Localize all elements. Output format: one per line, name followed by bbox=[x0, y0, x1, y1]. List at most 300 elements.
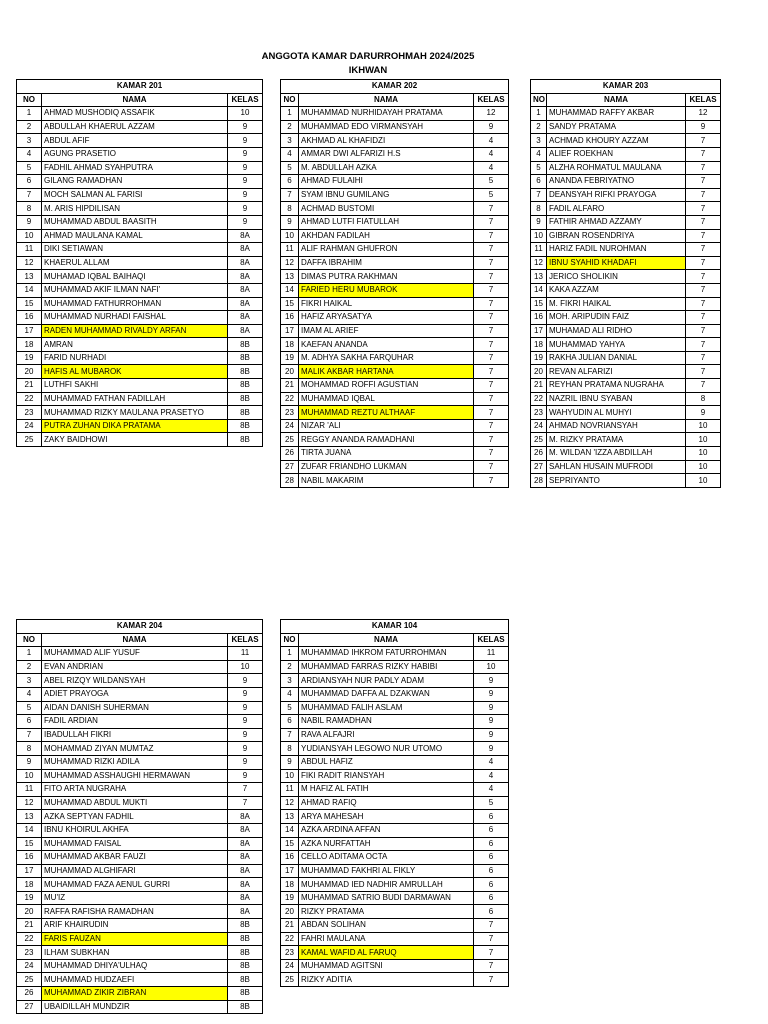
page-title: ANGGOTA KAMAR DARURROHMAH 2024/2025 bbox=[261, 51, 475, 62]
table-row bbox=[531, 379, 721, 393]
member-class: 7 bbox=[474, 202, 509, 216]
table-row bbox=[17, 769, 263, 783]
member-name: ARYA MAHESAH bbox=[299, 810, 474, 824]
table-row bbox=[17, 297, 263, 311]
row-number: 16 bbox=[281, 311, 299, 325]
row-number: 9 bbox=[17, 215, 42, 229]
table-row bbox=[17, 202, 263, 216]
member-name: AHMAD FULAIHI bbox=[299, 175, 474, 189]
member-class: 9 bbox=[228, 742, 263, 756]
row-number: 13 bbox=[17, 270, 42, 284]
member-class: 9 bbox=[474, 687, 509, 701]
member-name: MOHAMMAD ZIYAN MUMTAZ bbox=[42, 742, 228, 756]
member-class: 8A bbox=[228, 837, 263, 851]
row-number: 21 bbox=[17, 379, 42, 393]
table-row bbox=[531, 120, 721, 134]
member-name: ZAKY BAIDHOWI bbox=[42, 433, 228, 447]
row-number: 27 bbox=[17, 1000, 42, 1014]
member-class: 8B bbox=[228, 932, 263, 946]
table-row bbox=[531, 419, 721, 433]
member-class: 9 bbox=[228, 687, 263, 701]
table-row bbox=[281, 297, 509, 311]
table-row bbox=[281, 905, 509, 919]
member-name: M HAFIZ AL FATIH bbox=[299, 783, 474, 797]
row-number: 18 bbox=[281, 338, 299, 352]
member-class: 7 bbox=[474, 946, 509, 960]
member-class: 7 bbox=[474, 932, 509, 946]
table-row bbox=[281, 973, 509, 987]
member-name: MUHAMMAD AGITSNI bbox=[299, 959, 474, 973]
member-class: 6 bbox=[474, 823, 509, 837]
table-row bbox=[17, 147, 263, 161]
row-number: 12 bbox=[281, 796, 299, 810]
member-class: 8B bbox=[228, 365, 263, 379]
table-row bbox=[17, 188, 263, 202]
member-class: 7 bbox=[686, 351, 721, 365]
member-class: 8B bbox=[228, 406, 263, 420]
member-class: 7 bbox=[474, 351, 509, 365]
table-row bbox=[281, 864, 509, 878]
member-class: 7 bbox=[474, 283, 509, 297]
row-number: 26 bbox=[17, 987, 42, 1001]
member-name: MUHAMMAD FAISAL bbox=[42, 837, 228, 851]
table-row bbox=[17, 324, 263, 338]
row-number: 7 bbox=[531, 188, 547, 202]
member-class: 7 bbox=[474, 474, 509, 488]
member-name: ABDULLAH KHAERUL AZZAM bbox=[42, 120, 228, 134]
member-name: MUHAMMAD IED NADHIR AMRULLAH bbox=[299, 878, 474, 892]
row-number: 14 bbox=[17, 283, 42, 297]
room-title: KAMAR 104 bbox=[281, 620, 509, 634]
row-number: 28 bbox=[531, 474, 547, 488]
row-number: 26 bbox=[531, 447, 547, 461]
table-row bbox=[281, 134, 509, 148]
member-class: 7 bbox=[686, 365, 721, 379]
row-number: 13 bbox=[281, 270, 299, 284]
table-row bbox=[17, 755, 263, 769]
table-row bbox=[17, 932, 263, 946]
member-class: 8A bbox=[228, 311, 263, 325]
row-number: 7 bbox=[17, 728, 42, 742]
member-class: 8A bbox=[228, 810, 263, 824]
member-name: MUHAMMAD ALGHIFARI bbox=[42, 864, 228, 878]
row-number: 1 bbox=[281, 647, 299, 661]
row-number: 9 bbox=[281, 755, 299, 769]
row-number: 20 bbox=[17, 365, 42, 379]
row-number: 25 bbox=[17, 973, 42, 987]
row-number: 9 bbox=[531, 215, 547, 229]
table-row bbox=[17, 674, 263, 688]
room-table-201 bbox=[16, 79, 263, 447]
member-name: WAHYUDIN AL MUHYI bbox=[547, 406, 686, 420]
table-row bbox=[531, 297, 721, 311]
header-row bbox=[17, 93, 263, 107]
member-name: MOH. ARIPUDIN FAIZ bbox=[547, 311, 686, 325]
member-name: M. ABDULLAH AZKA bbox=[299, 161, 474, 175]
table-row bbox=[17, 959, 263, 973]
row-number: 16 bbox=[17, 851, 42, 865]
row-number: 6 bbox=[281, 175, 299, 189]
member-name: KAEFAN ANANDA bbox=[299, 338, 474, 352]
member-class: 4 bbox=[474, 161, 509, 175]
header-no: NO bbox=[531, 93, 547, 107]
table-row bbox=[17, 338, 263, 352]
member-name: ARDIANSYAH NUR PADLY ADAM bbox=[299, 674, 474, 688]
member-class: 8B bbox=[228, 959, 263, 973]
table-row bbox=[281, 243, 509, 257]
room-title-row bbox=[281, 80, 509, 94]
table-row bbox=[17, 783, 263, 797]
member-class: 7 bbox=[686, 147, 721, 161]
member-class: 9 bbox=[228, 715, 263, 729]
row-number: 14 bbox=[531, 283, 547, 297]
header-class: KELAS bbox=[228, 633, 263, 647]
member-class: 7 bbox=[686, 161, 721, 175]
header-name: NAMA bbox=[42, 633, 228, 647]
member-class: 9 bbox=[228, 755, 263, 769]
table-row bbox=[17, 175, 263, 189]
header-row bbox=[281, 93, 509, 107]
member-class: 8B bbox=[228, 392, 263, 406]
member-name: DIKI SETIAWAN bbox=[42, 243, 228, 257]
row-number: 5 bbox=[281, 161, 299, 175]
header-name: NAMA bbox=[42, 93, 228, 107]
table-row bbox=[281, 701, 509, 715]
member-class: 7 bbox=[474, 243, 509, 257]
member-class: 10 bbox=[686, 447, 721, 461]
member-class: 8 bbox=[686, 392, 721, 406]
table-row bbox=[531, 283, 721, 297]
table-row bbox=[531, 256, 721, 270]
member-name: FAHRI MAULANA bbox=[299, 932, 474, 946]
member-name: MUHAMMAD ABDUL MUKTI bbox=[42, 796, 228, 810]
row-number: 12 bbox=[17, 796, 42, 810]
table-row bbox=[281, 837, 509, 851]
table-row bbox=[281, 120, 509, 134]
member-class: 8A bbox=[228, 229, 263, 243]
member-name: MUHAMMAD FARRAS RIZKY HABIBI bbox=[299, 660, 474, 674]
member-name: MUHAMAD IQBAL BAIHAQI bbox=[42, 270, 228, 284]
row-number: 4 bbox=[281, 687, 299, 701]
member-class: 8A bbox=[228, 283, 263, 297]
member-name: AHMAD LUTFI FIATULLAH bbox=[299, 215, 474, 229]
member-name: MUHAMMAD NURHIDAYAH PRATAMA bbox=[299, 107, 474, 121]
page-subtitle: IKHWAN bbox=[348, 65, 388, 76]
member-name: ILHAM SUBKHAN bbox=[42, 946, 228, 960]
table-row bbox=[281, 419, 509, 433]
member-class: 7 bbox=[474, 311, 509, 325]
member-class: 9 bbox=[228, 674, 263, 688]
member-name: GIBRAN ROSENDRIYA bbox=[547, 229, 686, 243]
member-class: 6 bbox=[474, 837, 509, 851]
table-row bbox=[17, 851, 263, 865]
member-name: FARID NURHADI bbox=[42, 351, 228, 365]
table-row bbox=[281, 660, 509, 674]
member-name: MOHAMMAD ROFFI AGUSTIAN bbox=[299, 379, 474, 393]
member-name: AZKA SEPTYAN FADHIL bbox=[42, 810, 228, 824]
member-class: 9 bbox=[474, 728, 509, 742]
room-table-203 bbox=[530, 79, 721, 488]
table-row bbox=[281, 823, 509, 837]
table-row bbox=[281, 810, 509, 824]
member-class: 7 bbox=[686, 229, 721, 243]
table-row bbox=[281, 447, 509, 461]
member-name: NIZAR 'ALI bbox=[299, 419, 474, 433]
table-row bbox=[281, 728, 509, 742]
table-row bbox=[281, 338, 509, 352]
row-number: 24 bbox=[17, 959, 42, 973]
room-title: KAMAR 201 bbox=[17, 80, 263, 94]
header-name: NAMA bbox=[299, 633, 474, 647]
member-class: 7 bbox=[686, 338, 721, 352]
member-class: 10 bbox=[686, 419, 721, 433]
room-title-row bbox=[281, 620, 509, 634]
row-number: 22 bbox=[17, 932, 42, 946]
member-name: MUHAMMAD HUDZAEFI bbox=[42, 973, 228, 987]
row-number: 18 bbox=[17, 878, 42, 892]
row-number: 17 bbox=[531, 324, 547, 338]
row-number: 16 bbox=[17, 311, 42, 325]
table-row bbox=[17, 891, 263, 905]
member-class: 7 bbox=[474, 215, 509, 229]
member-class: 8A bbox=[228, 864, 263, 878]
member-name: MUHAMMAD ALIF YUSUF bbox=[42, 647, 228, 661]
member-name: AKHDAN FADILAH bbox=[299, 229, 474, 243]
member-class: 9 bbox=[228, 769, 263, 783]
member-class: 9 bbox=[474, 701, 509, 715]
row-number: 20 bbox=[281, 365, 299, 379]
table-row bbox=[17, 120, 263, 134]
member-name: ABEL RIZQY WILDANSYAH bbox=[42, 674, 228, 688]
table-row bbox=[17, 647, 263, 661]
row-number: 16 bbox=[531, 311, 547, 325]
member-class: 7 bbox=[474, 419, 509, 433]
member-name: REVAN ALFARIZI bbox=[547, 365, 686, 379]
member-class: 9 bbox=[228, 161, 263, 175]
row-number: 17 bbox=[17, 324, 42, 338]
member-name: YUDIANSYAH LEGOWO NUR UTOMO bbox=[299, 742, 474, 756]
table-row bbox=[281, 674, 509, 688]
row-number: 5 bbox=[17, 701, 42, 715]
row-number: 25 bbox=[281, 973, 299, 987]
table-row bbox=[281, 311, 509, 325]
member-class: 7 bbox=[686, 188, 721, 202]
member-name: MUHAMMAD ASSHAUGHI HERMAWAN bbox=[42, 769, 228, 783]
member-name: SAHLAN HUSAIN MUFRODI bbox=[547, 460, 686, 474]
table-row bbox=[17, 406, 263, 420]
row-number: 18 bbox=[281, 878, 299, 892]
room-title-row bbox=[17, 620, 263, 634]
row-number: 24 bbox=[281, 419, 299, 433]
row-number: 22 bbox=[281, 932, 299, 946]
member-class: 9 bbox=[228, 188, 263, 202]
table-row bbox=[531, 311, 721, 325]
member-name: ABDAN SOLIHAN bbox=[299, 919, 474, 933]
table-row bbox=[17, 107, 263, 121]
row-number: 22 bbox=[531, 392, 547, 406]
table-row bbox=[17, 229, 263, 243]
member-class: 7 bbox=[474, 379, 509, 393]
member-class: 7 bbox=[474, 447, 509, 461]
member-class: 7 bbox=[686, 379, 721, 393]
member-class: 7 bbox=[474, 365, 509, 379]
row-number: 14 bbox=[281, 283, 299, 297]
member-name: MUHAMMAD EDO VIRMANSYAH bbox=[299, 120, 474, 134]
member-class: 10 bbox=[474, 660, 509, 674]
table-row bbox=[281, 783, 509, 797]
member-class: 7 bbox=[474, 433, 509, 447]
member-class: 5 bbox=[474, 175, 509, 189]
member-class: 10 bbox=[228, 107, 263, 121]
table-row bbox=[531, 243, 721, 257]
member-class: 7 bbox=[686, 202, 721, 216]
member-name: MUHAMMAD IHKROM FATURROHMAN bbox=[299, 647, 474, 661]
row-number: 6 bbox=[17, 175, 42, 189]
member-class: 8A bbox=[228, 905, 263, 919]
member-name: FITO ARTA NUGRAHA bbox=[42, 783, 228, 797]
header-no: NO bbox=[17, 93, 42, 107]
row-number: 21 bbox=[281, 919, 299, 933]
member-class: 9 bbox=[474, 742, 509, 756]
member-class: 8B bbox=[228, 973, 263, 987]
member-name: AKHMAD AL KHAFIDZI bbox=[299, 134, 474, 148]
table-row bbox=[531, 134, 721, 148]
table-row bbox=[281, 351, 509, 365]
member-name: MUHAMMAD AKBAR FAUZI bbox=[42, 851, 228, 865]
table-row bbox=[17, 243, 263, 257]
member-name: AHMAD MUSHODIQ ASSAFIK bbox=[42, 107, 228, 121]
table-row bbox=[17, 715, 263, 729]
member-name: ANANDA FEBRIYATNO bbox=[547, 175, 686, 189]
member-name: M. ADHYA SAKHA FARQUHAR bbox=[299, 351, 474, 365]
row-number: 3 bbox=[281, 134, 299, 148]
member-class: 12 bbox=[474, 107, 509, 121]
member-class: 8A bbox=[228, 324, 263, 338]
member-class: 6 bbox=[474, 864, 509, 878]
row-number: 10 bbox=[281, 229, 299, 243]
member-name: RADEN MUHAMMAD RIVALDY ARFAN bbox=[42, 324, 228, 338]
row-number: 15 bbox=[281, 297, 299, 311]
member-name: ACHMAD BUSTOMI bbox=[299, 202, 474, 216]
member-name: MUHAMMAD FAKHRI AL FIKLY bbox=[299, 864, 474, 878]
member-name: MUHAMAD ALI RIDHO bbox=[547, 324, 686, 338]
table-row bbox=[281, 229, 509, 243]
member-name: RIZKY PRATAMA bbox=[299, 905, 474, 919]
table-row bbox=[17, 728, 263, 742]
member-class: 7 bbox=[686, 311, 721, 325]
member-class: 7 bbox=[686, 270, 721, 284]
member-class: 4 bbox=[474, 134, 509, 148]
row-number: 14 bbox=[17, 823, 42, 837]
header-row bbox=[281, 633, 509, 647]
member-name: MUHAMMAD YAHYA bbox=[547, 338, 686, 352]
member-class: 4 bbox=[474, 769, 509, 783]
table-row bbox=[17, 161, 263, 175]
member-name: SEPRIYANTO bbox=[547, 474, 686, 488]
row-number: 6 bbox=[17, 715, 42, 729]
table-row bbox=[17, 823, 263, 837]
table-row bbox=[17, 837, 263, 851]
row-number: 23 bbox=[281, 406, 299, 420]
table-row bbox=[531, 107, 721, 121]
table-row bbox=[281, 256, 509, 270]
row-number: 1 bbox=[531, 107, 547, 121]
member-name: AZKA NURFATTAH bbox=[299, 837, 474, 851]
member-name: FIKI RADIT RIANSYAH bbox=[299, 769, 474, 783]
row-number: 5 bbox=[281, 701, 299, 715]
row-number: 19 bbox=[531, 351, 547, 365]
table-row bbox=[17, 215, 263, 229]
table-row bbox=[281, 433, 509, 447]
member-name: DIMAS PUTRA RAKHMAN bbox=[299, 270, 474, 284]
member-name: MUHAMMAD NURHADI FAISHAL bbox=[42, 311, 228, 325]
row-number: 4 bbox=[17, 687, 42, 701]
member-name: AZKA ARDINA AFFAN bbox=[299, 823, 474, 837]
table-row bbox=[17, 1000, 263, 1014]
member-name: AMMAR DWI ALFARIZI H.S bbox=[299, 147, 474, 161]
row-number: 5 bbox=[17, 161, 42, 175]
member-name: ADIET PRAYOGA bbox=[42, 687, 228, 701]
row-number: 5 bbox=[531, 161, 547, 175]
member-class: 9 bbox=[474, 715, 509, 729]
row-number: 16 bbox=[281, 851, 299, 865]
table-row bbox=[531, 474, 721, 488]
member-class: 9 bbox=[228, 728, 263, 742]
member-class: 7 bbox=[474, 324, 509, 338]
member-name: AHMAD MAULANA KAMAL bbox=[42, 229, 228, 243]
table-row bbox=[17, 134, 263, 148]
member-class: 8B bbox=[228, 338, 263, 352]
row-number: 23 bbox=[17, 406, 42, 420]
row-number: 3 bbox=[17, 134, 42, 148]
table-row bbox=[281, 755, 509, 769]
member-name: NAZRIL IBNU SYABAN bbox=[547, 392, 686, 406]
member-class: 6 bbox=[474, 878, 509, 892]
member-class: 8A bbox=[228, 891, 263, 905]
member-class: 7 bbox=[686, 297, 721, 311]
table-row bbox=[281, 460, 509, 474]
member-name: MUHAMMAD DAFFA AL DZAKWAN bbox=[299, 687, 474, 701]
row-number: 9 bbox=[281, 215, 299, 229]
table-row bbox=[17, 379, 263, 393]
room-table-202 bbox=[280, 79, 509, 488]
member-class: 7 bbox=[686, 243, 721, 257]
member-name: HAFIS AL MUBAROK bbox=[42, 365, 228, 379]
member-name: IMAM AL ARIEF bbox=[299, 324, 474, 338]
table-row bbox=[531, 351, 721, 365]
member-name: FATHIR AHMAD AZZAMY bbox=[547, 215, 686, 229]
member-class: 9 bbox=[686, 120, 721, 134]
row-number: 17 bbox=[281, 864, 299, 878]
table-row bbox=[281, 365, 509, 379]
table-row bbox=[281, 687, 509, 701]
member-name: GILANG RAMADHAN bbox=[42, 175, 228, 189]
row-number: 1 bbox=[17, 107, 42, 121]
member-name: MUHAMMAD AKIF ILMAN NAFI' bbox=[42, 283, 228, 297]
table-row bbox=[281, 932, 509, 946]
member-name: M. RIZKY PRATAMA bbox=[547, 433, 686, 447]
row-number: 24 bbox=[17, 419, 42, 433]
table-row bbox=[531, 229, 721, 243]
room-title: KAMAR 203 bbox=[531, 80, 721, 94]
member-name: TIRTA JUANA bbox=[299, 447, 474, 461]
row-number: 11 bbox=[281, 783, 299, 797]
member-class: 9 bbox=[474, 674, 509, 688]
table-row bbox=[17, 283, 263, 297]
table-row bbox=[281, 324, 509, 338]
row-number: 13 bbox=[281, 810, 299, 824]
table-row bbox=[17, 987, 263, 1001]
